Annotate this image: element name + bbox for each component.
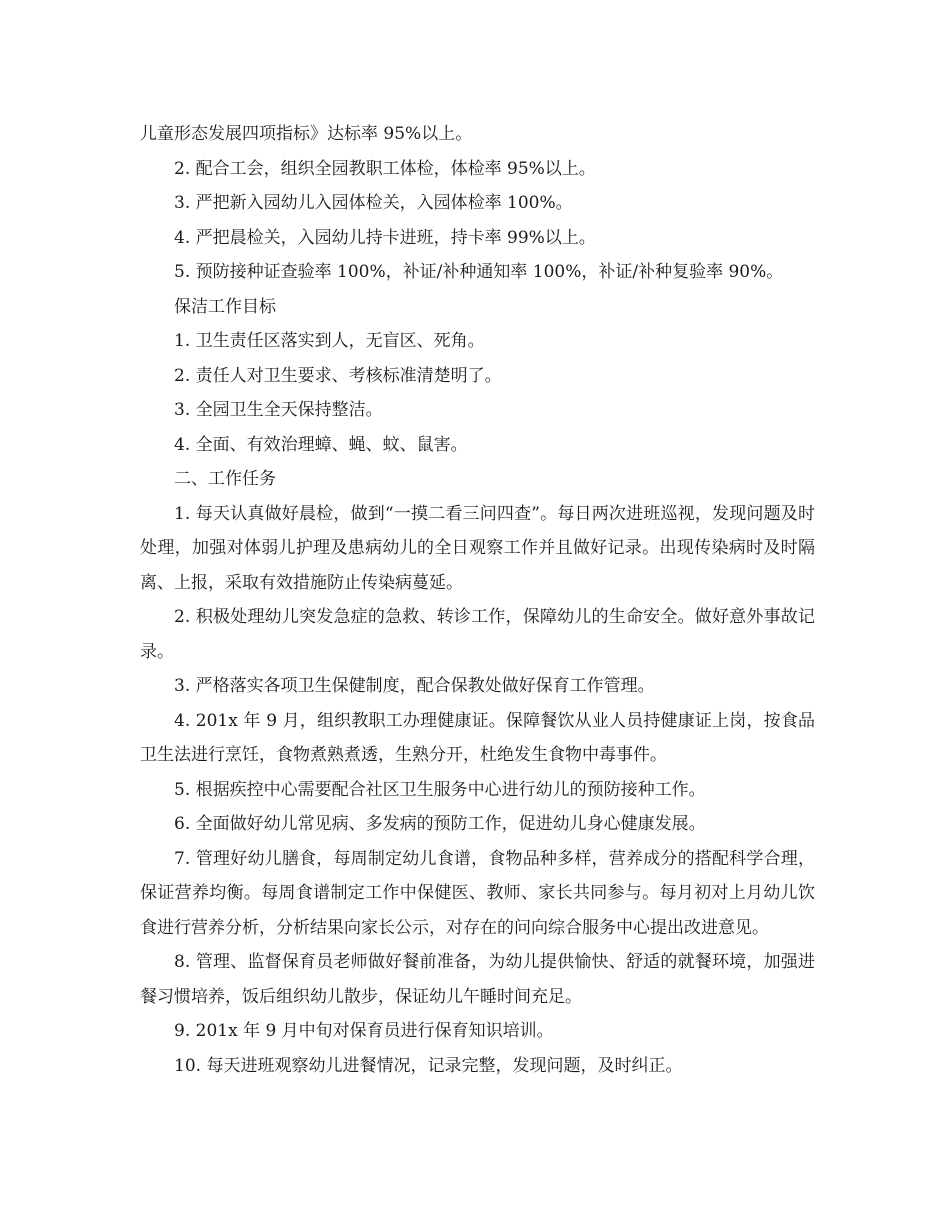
- paragraph-item: 2. 责任人对卫生要求、考核标准清楚明了。: [174, 365, 502, 386]
- paragraph-item: 3. 全园卫生全天保持整洁。: [174, 400, 383, 420]
- paragraph-item: 2. 配合工会，组织全园教职工体检，体检率 95%以上。: [174, 158, 596, 179]
- document-body: [140, 117, 815, 1083]
- paragraph-item: 6. 全面做好幼儿常见病、多发病的预防工作，促进幼儿身心健康发展。: [174, 814, 706, 834]
- paragraph-item: 1. 卫生责任区落实到人，无盲区、死角。: [174, 331, 485, 351]
- paragraph-item: 3. 严把新入园幼儿入园体检关，入园体检率 100%。: [174, 193, 573, 213]
- paragraph-item: 4. 201x 年 9 月，组织教职工办理健康证。保障餐饮从业人员持健康证上岗，按食品卫生法进行烹饪，食物煮熟煮透，生熟分开，杜绝发生食物中毒事件。: [140, 710, 815, 765]
- paragraph-item: 5. 预防接种证查验率 100%，补证/补种通知率 100%，补证/补种复验率 90%。: [174, 262, 784, 282]
- paragraph-item: 9. 201x 年 9 月中旬对保育员进行保育知识培训。: [174, 1021, 554, 1041]
- paragraph-item: 8. 管理、监督保育员老师做好餐前准备，为幼儿提供愉快、舒适的就餐环境，加强进餐习惯培养，饭后组织幼儿散步，保证幼儿午睡时间充足。: [140, 952, 815, 1007]
- paragraph-item: 1. 每天认真做好晨检，做到“一摸二看三问四查”。每日两次进班巡视，发现问题及时处理，加强对体弱儿护理及患病幼儿的全日观察工作并且做好记录。出现传染病时及时隔离、上报，采取有效措施防止传染病蔓延。: [140, 503, 815, 593]
- section-heading: 二、工作任务: [174, 469, 276, 489]
- paragraph-item: 7. 管理好幼儿膳食，每周制定幼儿食谱，食物品种多样，营养成分的搭配科学合理，保证营养均衡。每周食谱制定工作中保健医、教师、家长共同参与。每月初对上月幼儿饮食进行营养分析，分析结果向家长公示，对存在的问向综合服务中心提出改进意见。: [140, 848, 815, 938]
- paragraph-item: 10. 每天进班观察幼儿进餐情况，记录完整，发现问题，及时纠正。: [174, 1055, 683, 1076]
- paragraph-item: 3. 严格落实各项卫生保健制度，配合保教处做好保育工作管理。: [174, 676, 655, 696]
- paragraph-item: 2. 积极处理幼儿突发急症的急救、转诊工作，保障幼儿的生命安全。做好意外事故记录。: [140, 607, 815, 662]
- paragraph-continuation: 儿童形态发展四项指标》达标率 95%以上。: [140, 124, 473, 144]
- paragraph-item: 4. 全面、有效治理蟑、蝇、蚊、鼠害。: [174, 434, 468, 455]
- paragraph-item: 4. 严把晨检关，入园幼儿持卡进班，持卡率 99%以上。: [174, 227, 596, 248]
- section-heading: 保洁工作目标: [174, 296, 276, 317]
- paragraph-item: 5. 根据疾控中心需要配合社区卫生服务中心进行幼儿的预防接种工作。: [174, 779, 706, 800]
